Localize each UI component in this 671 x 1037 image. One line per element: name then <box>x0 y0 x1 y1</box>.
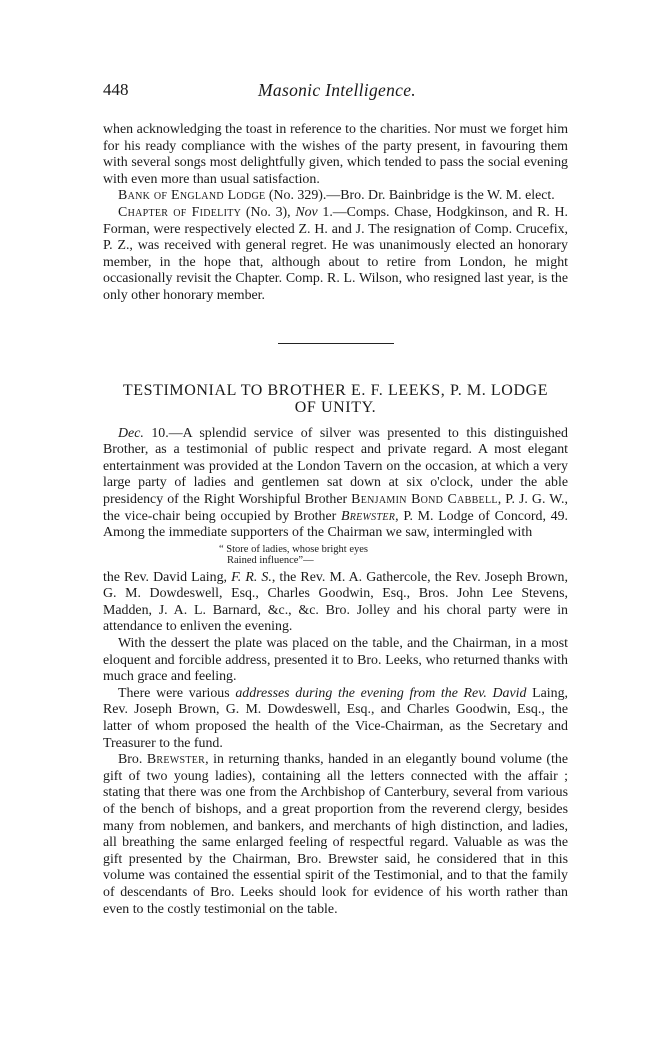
paragraph-text: , P. M. Lodge of Concord, 49. Among the immediate supporters of the Chairman we saw, intermingled with <box>103 508 568 541</box>
paragraph-text: (No. 329).—Bro. Dr. Bainbridge is the W. M. elect. <box>265 188 555 204</box>
paragraph-text: 1.—Comps. Chase, Hodgkinson, and R. H. Forman, were respectively elected Z. H. and J. The resignation of Comp. Crucefix, P. Z., was received with general regret. He was unanimously elected an honorary member, in the hope that, although about to retire from London, he might occasionally revisit the Chapter. Comp. R. L. Wilson, who resigned last year, is the only other honorary member. <box>103 204 568 303</box>
verse-line-2: Rained influence”— <box>227 555 314 567</box>
brewster-name: Brewster <box>146 752 206 768</box>
section-title-line-2: OF UNITY. <box>294 398 377 416</box>
paragraph-dessert <box>103 636 568 686</box>
paragraph-text: There were various <box>118 685 236 701</box>
paragraph-charities <box>103 122 568 188</box>
section-title-line-1: TESTIMONIAL TO BROTHER E. F. LEEKS, P. M. LODGE <box>122 381 549 399</box>
section-divider <box>278 343 394 344</box>
paragraph-text: when acknowledging the toast in reference to the charities. Nor must we forget him for his ready compliance with the wishes of the party present, in favouring them with several songs most delightfully given, which tended to pass the social evening with even more than usual satisfaction. <box>103 122 568 187</box>
paragraph-text: , the Rev. M. A. Gathercole, the Rev. Joseph Brown, G. M. Dowdeswell, Esq., Charles Goodwin, Esq., Bros. John Lee Stevens, Madden, J. A. L. Barnard, &c., &c. Bro. Jolley and his choral party were in attendance to enliven the evening. <box>103 569 568 635</box>
vice-chair-name: Brewster <box>340 508 396 524</box>
verse-quote <box>219 544 568 567</box>
lodge-name: Bank of England Lodge <box>118 188 266 204</box>
chairman-name: Benjamin Bond Cabbell <box>351 491 498 507</box>
date-month: Nov <box>295 204 318 220</box>
title-frs: F. R. S. <box>231 569 272 585</box>
paragraph-chapter-of-fidelity <box>103 205 568 305</box>
page-number: 448 <box>103 80 129 99</box>
chapter-number: (No. 3), <box>241 204 296 220</box>
verse-line-1: “ Store of ladies, whose bright eyes <box>219 543 369 555</box>
date-month: Dec. <box>118 425 144 441</box>
paragraph-text: 10.—A splendid service of silver was presented to this distinguished Brother, as a testimonial of public respect and private regard. A most elegant entertainment was provided at the London Tavern on the occasion, at which a very large party of ladies and gentlemen sat down at six o'clock, under the able presidency of the Right Worshipful Brother <box>103 425 568 507</box>
paragraph-testimonial-intro <box>103 426 568 542</box>
paragraph-bank-of-england-lodge <box>103 188 568 205</box>
running-title: Masonic Intelligence. <box>258 80 416 100</box>
paragraph-text: , P. J. G. W., the vice-chair being occupied by Brother <box>103 491 568 524</box>
italic-phrase: addresses during the evening from the Rev. David <box>235 685 527 701</box>
article-body <box>103 122 568 918</box>
section-title <box>103 382 568 416</box>
paragraph-text: the Rev. David Laing, <box>103 569 232 585</box>
paragraph-supporters <box>103 570 568 636</box>
chapter-name: Chapter of Fidelity <box>118 204 242 220</box>
paragraph-addresses <box>103 686 568 752</box>
page-header <box>103 80 571 106</box>
paragraph-brewster-thanks <box>103 752 568 918</box>
paragraph-text: With the dessert the plate was placed on the table, and the Chairman, in a most eloquent and forcible address, presented it to Bro. Leeks, who returned thanks with much grace and feeling. <box>103 636 568 685</box>
paragraph-text: Bro. <box>118 752 147 768</box>
paragraph-text: , in returning thanks, handed in an elegantly bound volume (the gift of two young ladies), containing all the letters connected with the affair ; stating that there was one from the Archbishop of Canterbury, several from various of the bench of bishops, and a great proportion from the reverend clergy, besides many from noblemen, and bankers, and merchants of high distinction, and ladies, all breathing the same enlarged feeling of respectful regard. Valuable as was the gift presented by the Chairman, Bro. Brewster said, he considered that in this volume was contained the essential spirit of the Testimonial, and to that the family of descendants of Bro. Leeks should look for evidence of his worth rather than even to the costly testimonial on the table. <box>103 752 568 917</box>
paragraph-text: Laing, Rev. Joseph Brown, G. M. Dowdeswell, Esq., and Charles Goodwin, Esq., the latter of whom proposed the health of the Vice-Chairman, as the Secretary and Treasurer to the fund. <box>103 685 568 751</box>
